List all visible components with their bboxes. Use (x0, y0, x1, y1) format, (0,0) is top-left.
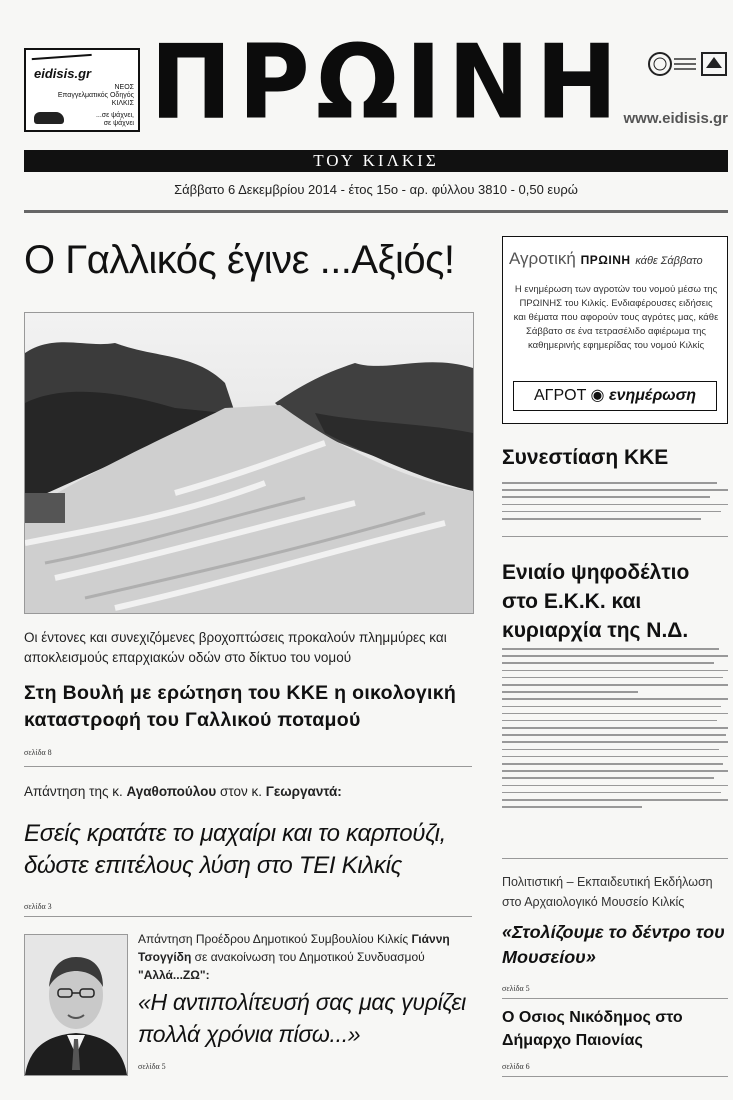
story4-headline[interactable]: «Η αντιπολίτευσή σας μας γυρίζει πολλά χρόνια πίσω...» (138, 989, 466, 1047)
side-story1-headline[interactable]: Συνεστίαση ΚΚΕ (502, 446, 669, 469)
masthead-title: ΠΡΩΙΝΗ (150, 23, 624, 143)
kicker-text: σε ανακοίνωση του Δημοτικού Συνδυασμού (194, 950, 425, 964)
promo-box[interactable] (24, 48, 140, 132)
kicker-text: Απάντηση της κ. (24, 784, 123, 799)
sidebar-title-tail: κάθε Σάββατο (635, 255, 703, 267)
story4-kicker (138, 930, 472, 984)
kicker-name: Γεωργαντά: (265, 784, 342, 799)
kicker-name: Αγαθοπούλου (126, 784, 217, 799)
masthead-subtitle: ΤΟΥ ΚΙΛΚΙΣ (24, 150, 728, 172)
car-icon (34, 112, 64, 124)
page-reference: σελίδα 3 (24, 902, 52, 911)
promo-site: eidisis.gr (34, 66, 92, 81)
side-story4-headline[interactable]: Ο Οσιος Νικόδημος στο Δήμαρχο Παιονίας (502, 1009, 683, 1049)
postal-stamp-icon (646, 50, 730, 78)
kicker-name: Γιάννη Τσογγίδη (138, 932, 450, 964)
river-photo (24, 312, 474, 614)
divider (502, 536, 728, 537)
banner-word: ενημέρωση (608, 387, 697, 404)
sidebar-title (509, 249, 723, 269)
agro-sidebar-box[interactable] (502, 236, 728, 424)
story2-headline[interactable]: Στη Βουλή με ερώτηση του ΚΚΕ η οικολογική καταστροφή του Γαλλικού ποταμού (24, 682, 457, 731)
sidebar-title-brand: ΠΡΩΙΝΗ (580, 253, 631, 267)
story3-kicker (24, 784, 472, 799)
divider (24, 916, 472, 917)
date-line: Σάββατο 6 Δεκεμβρίου 2014 - έτος 15ο - αρ. φύλλου 3810 - 0,50 ευρώ (174, 182, 578, 197)
sidebar-body: Η ενημέρωση των αγροτών του νομού μέσω της ΠΡΩΙΝΗΣ του Κιλκίς. Ενδιαφέρουσες ειδήσεις και θέματα που αφορούν τους αγρότες μας, κάθε Σάββατο σε ένα τετρασέλιδο αφιέρωμα της καθημερινής εφημερίδας του νομού Κιλκίς (513, 284, 719, 351)
promo-line: Επαγγελματικός Οδηγός (57, 92, 134, 99)
story3-headline[interactable]: Εσείς κρατάτε το μαχαίρι και το καρπούζι, δώστε επιτέλους λύση στο ΤΕΙ Κιλκίς (24, 820, 447, 879)
divider (24, 766, 472, 767)
website-url[interactable]: www.eidisis.gr (623, 110, 728, 127)
kicker-quote: "Αλλά...ΖΩ": (138, 968, 210, 982)
banner-word: ΑΓΡΟΤ (533, 387, 587, 404)
side-story2-body (502, 648, 728, 813)
top-divider (24, 210, 728, 213)
divider (502, 1076, 728, 1077)
promo-line: ...σε ψάχνει, (95, 112, 134, 119)
page-reference: σελίδα 5 (138, 1062, 166, 1071)
side-story3-headline[interactable]: «Στολίζουμε το δέντρο του Μουσείου» (502, 922, 725, 967)
kicker-text: στον κ. (219, 784, 262, 799)
main-headline[interactable]: Ο Γαλλικός έγινε ...Αξιός! (24, 238, 455, 282)
promo-line: ΝΕΟΣ (114, 84, 134, 91)
photo-caption: Οι έντονες και συνεχιζόμενες βροχοπτώσεις προκαλούν πλημμύρες και αποκλεισμούς επαρχιακών οδών στο δίκτυο του νομού (24, 630, 447, 665)
globe-icon: ◉ (590, 387, 605, 404)
page-reference: σελίδα 5 (502, 984, 530, 993)
sidebar-title-word: Αγροτική (509, 249, 576, 268)
divider (502, 998, 728, 999)
promo-line: ΚΙΛΚΙΣ (111, 100, 134, 107)
divider (502, 858, 728, 859)
portrait-photo (24, 934, 128, 1076)
page-reference: σελίδα 8 (24, 748, 52, 757)
side-story2-headline[interactable]: Ενιαίο ψηφοδέλτιο στο Ε.Κ.Κ. και κυριαρχία της Ν.Δ. (502, 561, 690, 642)
promo-line: σε ψάχνει (103, 120, 134, 127)
side-story1-body (502, 482, 728, 525)
page-reference: σελίδα 6 (502, 1062, 530, 1071)
agro-banner (513, 381, 717, 411)
kicker-text: Απάντηση Προέδρου Δημοτικού Συμβουλίου Κιλκίς (138, 932, 409, 946)
side-story3-kicker: Πολιτιστική – Εκπαιδευτική Εκδήλωση στο Αρχαιολογικό Μουσείο Κιλκίς (502, 875, 713, 909)
